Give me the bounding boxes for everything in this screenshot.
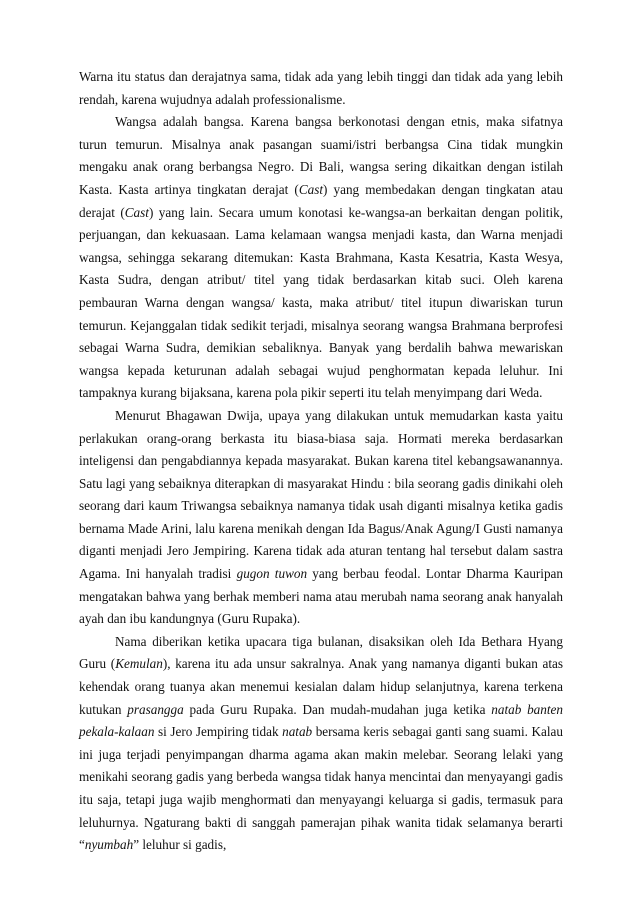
text-run: Warna itu status dan derajatnya sama, tidak ada yang lebih tinggi dan tidak ada yang lebih rendah, karena wujudnya adalah professionalisme. xyxy=(79,69,563,107)
text-run: Nama diberikan ketika upacara tiga bulanan, disaksikan oleh Ida Bethara Hyang Guru ( xyxy=(79,633,563,672)
paragraph-bhagawan-dwija xyxy=(79,405,563,631)
italic-term: gugon tuwon xyxy=(236,566,308,582)
paragraph-warna xyxy=(79,66,563,111)
italic-term: Kemulan xyxy=(115,656,163,672)
text-run: pada Guru Rupaka. Dan mudah-mudahan juga ketika xyxy=(183,701,492,717)
document-page xyxy=(79,66,563,857)
paragraph-nama xyxy=(79,631,563,857)
italic-term: natab banten pekala-kalaan xyxy=(79,701,563,740)
text-run: Menurut Bhagawan Dwija, upaya yang dilakukan untuk memudarkan kasta yaitu perlakukan orang-orang berkasta itu biasa-biasa saja. Hormati mereka berdasarkan inteligensi dan pengabdiannya kepada masyarakat. Bukan karena titel kebangsawanannya. Satu lagi yang sebaiknya diterapkan di masyarakat Hindu : bila seorang gadis dinikahi oleh seorang dari kaum Triwangsa sebaiknya namanya tidak usah diganti misalnya ketika gadis bernama Made Arini, lalu karena menikah dengan Ida Bagus/Anak Agung/I Gusti namanya diganti menjadi Jero Jempiring. Karena tidak ada aturan tentang hal tersebut dalam sastra Agama. Ini hanyalah tradisi xyxy=(79,407,563,582)
italic-term: natab xyxy=(282,724,313,740)
text-run: Wangsa adalah bangsa. Karena bangsa berkonotasi dengan etnis, maka sifatnya turun temurun. Misalnya anak pasangan suami/istri berbangsa Cina tidak mungkin mengaku anak orang berbangsa Negro. Di Bali, wangsa sering dikaitkan dengan istilah Kasta. Kasta artinya tingkatan derajat ( xyxy=(79,114,563,197)
text-run: bersama keris sebagai ganti sang suami. Kalau ini juga terjadi penyimpangan dharma agama akan makin melebar. Seorang lelaki yang menikahi seorang gadis yang berbeda wangsa tidak hanya mencintai dan menyayangi gadis itu saja, tetapi juga wajib menghormati dan menyayangi keluarga si gadis, termasuk para leluhurnya. Ngaturang bakti di sanggah pamerajan pihak wanita tidak selamanya berarti “ xyxy=(79,724,563,853)
text-run: ” leluhur si gadis, xyxy=(133,837,227,853)
italic-term: prasangga xyxy=(127,701,184,717)
italic-term: nyumbah xyxy=(84,837,134,853)
text-run: yang berbau feodal. Lontar Dharma Kauripan mengatakan bahwa yang berhak memberi nama atau merubah nama seorang anak hanyalah ayah dan ibu kandungnya (Guru Rupaka). xyxy=(79,566,564,627)
text-run: ), karena itu ada unsur sakralnya. Anak yang namanya diganti bukan atas kehendak orang tuanya akan menemui kesialan dalam hidup selanjutnya, karena terkena kutukan xyxy=(79,656,563,717)
text-run: ) yang membedakan dengan tingkatan atau derajat ( xyxy=(79,181,563,220)
paragraph-wangsa xyxy=(79,111,563,405)
text-run: ) yang lain. Secara umum konotasi ke-wangsa-an berkaitan dengan politik, perjuangan, dan kekuasaan. Lama kelamaan wangsa menjadi kasta, dan Warna menjadi wangsa, sehingga sekarang ditemukan: Kasta Brahmana, Kasta Kesatria, Kasta Wesya, Kasta Sudra, dengan atribut/ titel yang tidak berdasarkan kitab suci. Oleh karena pembauran Warna dengan wangsa/ kasta, maka atribut/ titel itupun diwariskan turun temurun. Kejanggalan tidak sedikit terjadi, misalnya seorang wangsa Brahmana berprofesi sebagai Warna Sudra, demikian sebaliknya. Banyak yang berdalih bahwa mewariskan wangsa kepada keturunan adalah sebagai wujud penghormatan kepada leluhur. Ini tampaknya kurang bijaksana, karena pola pikir seperti itu telah menyimpang dari Weda. xyxy=(79,204,563,401)
italic-term: Cast xyxy=(124,204,149,220)
italic-term: Cast xyxy=(298,181,324,197)
text-run: si Jero Jempiring tidak xyxy=(154,724,283,740)
